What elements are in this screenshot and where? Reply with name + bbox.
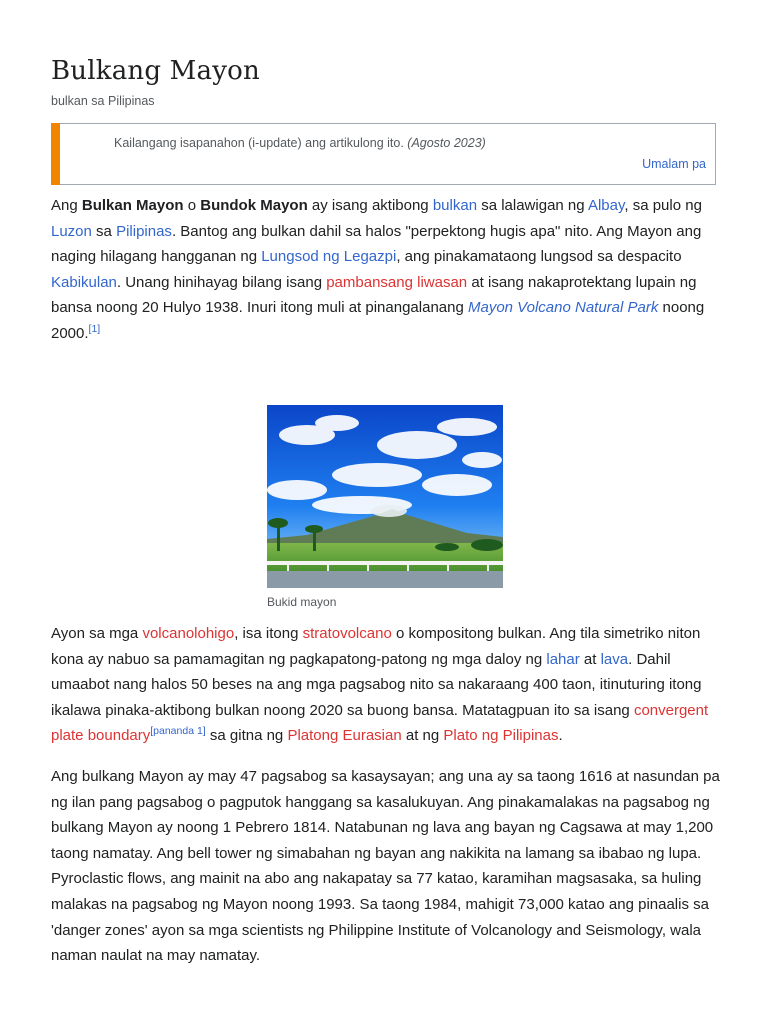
text-run: at isang nakaprotektang lupain ng bansa noong 20 Hulyo 1938. Inuri itong muli at pinangalanang xyxy=(51,273,697,317)
text-run: at ng xyxy=(401,727,444,745)
text-run: sa gitna ng xyxy=(205,727,288,745)
link-stratovolcano[interactable]: stratovolcano xyxy=(302,625,392,642)
text-run: Ayon sa mga xyxy=(51,625,143,642)
bold-term-bundok-mayon: Bundok Mayon xyxy=(200,197,308,214)
figure-caption: Bukid mayon xyxy=(267,595,337,609)
text-run: at xyxy=(579,650,601,668)
text-run: o xyxy=(183,197,201,214)
text-run: , isa itong xyxy=(234,625,303,642)
text-run: . xyxy=(558,727,563,745)
bold-term-bulkan-mayon: Bulkan Mayon xyxy=(81,197,184,214)
text-run: . Bantog ang bulkan dahil sa halos "perpektong hugis apa" nito. Ang Mayon ang naging hilagang hangganan ng xyxy=(51,222,702,266)
text-run: noong 2000. xyxy=(51,299,705,342)
page-subtitle: bulkan sa Pilipinas xyxy=(51,94,155,108)
notice-message: Kailangang isapanahon (i-update) ang artikulong ito. xyxy=(114,136,404,150)
text-run: . Dahil umaabot nang halos 50 beses na ang mga pagsabog nito sa nakaraang 400 taon, itinuturing itong ikalawa pinaka-aktibong bulkan noong 2020 sa buong bansa. Matatagpuan ito sa isang xyxy=(51,650,702,719)
text-run: ay isang aktibong xyxy=(307,197,433,214)
link-convergent-plate-boundary[interactable]: convergent plate boundary xyxy=(51,701,709,745)
text-run: Ang xyxy=(51,197,82,214)
second-paragraph xyxy=(51,621,721,749)
history-paragraph: Ang bulkang Mayon ay may 47 pagsabog sa kasaysayan; ang una ay sa taong 1616 at nasundan pa ng ilan pang pagsabog o pagputok hanggang sa kasalukuyan. Ang pinakamalakas na pagsabog ng bulkang Mayon ay noong 1 Pebrero 1814. Natabunan ng lava ang bayan ng Cagsawa at may 1,200 taong namatay. Ang bell tower ng simabahan ng bayan ang nakikita na lamang sa ibabao ng lupa. Pyroclastic flows, ang mainit na abo ang nakapatay sa 77 katao, karamihan magsasaka, sa huling malakas na pagsabog ng Mayon noong 1993. Sa taong 1984, mahigit 73,000 katao ang pinaalis sa 'danger zones' ayon sa mga scientists ng Philippine Institute of Volcanology and Seismology, wala naman naulat na may namatay. xyxy=(51,768,720,965)
text-run: , ang pinakamataong lungsod sa despacito xyxy=(396,248,682,266)
reference-link-1[interactable]: [1] xyxy=(88,322,101,335)
link-plato-ng-pilipinas[interactable]: Plato ng Pilipinas xyxy=(443,727,559,745)
notice-text xyxy=(114,136,486,150)
text-run: o kompositong bulkan. Ang tila simetriko niton kona ay nabuo sa pamamagitan ng pagkapatong-patong ng mga daloy ng xyxy=(51,625,701,668)
link-lava[interactable]: lava xyxy=(600,650,629,668)
link-lahar[interactable]: lahar xyxy=(546,650,580,668)
link-mayon-volcano-natural-park[interactable]: Mayon Volcano Natural Park xyxy=(467,299,659,317)
learn-more-link[interactable]: Umalam pa xyxy=(642,157,706,171)
link-pilipinas[interactable]: Pilipinas xyxy=(116,222,172,240)
note-link-pananda-1[interactable]: [pananda 1] xyxy=(150,725,206,738)
text-run: . Unang hinihayag bilang isang xyxy=(116,273,327,291)
text-run: , sa pulo ng xyxy=(624,197,702,214)
link-albay[interactable]: Albay xyxy=(587,197,625,214)
link-bulkan[interactable]: bulkan xyxy=(432,197,478,214)
link-platong-eurasian[interactable]: Platong Eurasian xyxy=(287,727,402,745)
notice-date: (Agosto 2023) xyxy=(407,136,486,150)
page-title: Bulkang Mayon xyxy=(51,56,260,86)
text-run: sa xyxy=(91,222,117,240)
text-run: sa lalawigan ng xyxy=(477,197,588,214)
update-notice xyxy=(51,123,716,185)
link-kabikulan[interactable]: Kabikulan xyxy=(51,273,117,291)
intro-paragraph xyxy=(51,193,721,347)
link-volcanolohigo[interactable]: volcanolohigo xyxy=(142,625,235,642)
link-pambansang-liwasan[interactable]: pambansang liwasan xyxy=(326,273,468,291)
link-luzon[interactable]: Luzon xyxy=(51,222,92,240)
notice-accent-bar xyxy=(51,123,60,185)
mayon-field-photo[interactable] xyxy=(267,405,503,588)
link-lungsod-legazpi[interactable]: Lungsod ng Legazpi xyxy=(261,248,397,266)
figure-mayon xyxy=(267,405,503,609)
